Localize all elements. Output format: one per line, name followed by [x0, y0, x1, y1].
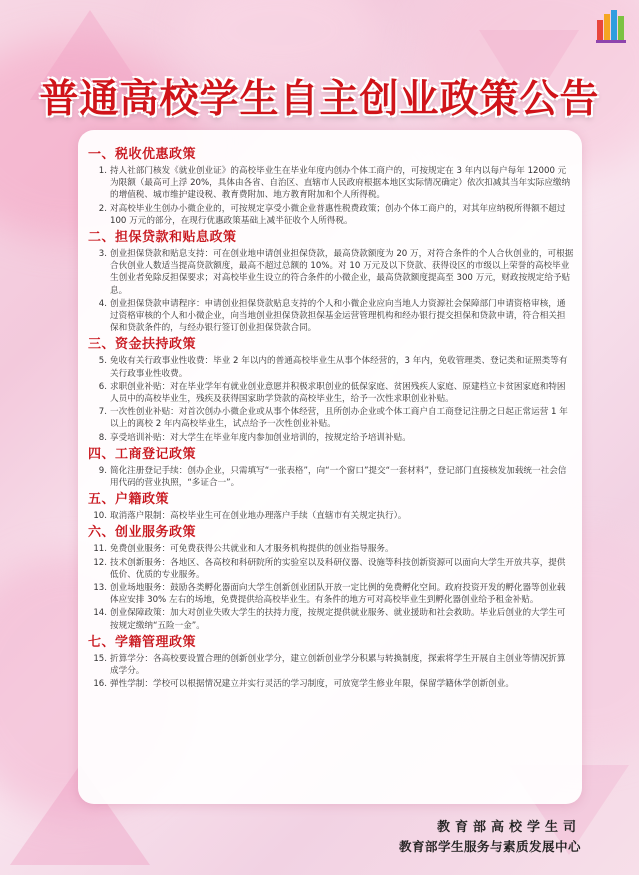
policy-item	[88, 203, 574, 227]
item-text: 技术创新服务：各地区、各高校和科研院所的实验室以及科研仪器、设施等科技创新资源可以面向大学生开放共享，提供低价、优质的专业服务。	[110, 557, 566, 580]
policy-section	[88, 229, 574, 334]
item-number: 3.	[98, 249, 107, 260]
item-text: 一次性创业补贴：对首次创办小微企业或从事个体经营，且所创办企业或个体工商户自工商登记注册之日起正常运营 1 年以上的离校 2 年内高校毕业生，试点给予一次性创业补贴。	[110, 407, 568, 430]
policy-item	[88, 582, 574, 606]
item-text: 免收有关行政事业性收费：毕业 2 年以内的普通高校毕业生从事个体经营的，3 年内，免收管理类、登记类和证照类等有关行政事业性收费。	[110, 356, 568, 379]
item-number: 16.	[93, 679, 107, 690]
item-text: 折算学分：各高校要设置合理的创新创业学分，建立创新创业学分积累与转换制度，探索将学生开展自主创业等情况折算成学分。	[110, 653, 566, 677]
policy-item	[88, 465, 574, 489]
item-number: 5.	[98, 356, 107, 367]
page-title: 普通高校学生自主创业政策公告	[39, 77, 600, 122]
item-text: 取消落户限制：高校毕业生可在创业地办理落户手续（直辖市有关规定执行）。	[110, 511, 407, 522]
policy-item	[88, 248, 574, 297]
policy-item	[88, 653, 574, 677]
item-text: 创业担保贷款和贴息支持：可在创业地申请创业担保贷款，最高贷款额度为 20 万，对符合条件的个人合伙创业的，可根据合伙创业人数适当提高贷款额度，最高不超过总额的 10%。对 10 万元及以下贷款、获得设区的市级以上荣誉的高校毕业生创业者免除反担保要求；对高校毕业生设立的符合条件的小微企业，最高贷款额度提高至 300 万元，财政按规定给予贴息。	[110, 249, 574, 296]
policy-content	[88, 144, 574, 693]
policy-section	[88, 524, 574, 631]
footer-line-1: 教育部高校学生司	[436, 820, 581, 835]
policy-item	[88, 165, 574, 202]
policy-item	[88, 355, 574, 379]
item-text: 创业保障政策：加大对创业失败大学生的扶持力度，按规定提供就业服务、就业援助和社会救助。毕业后创业的大学生可按规定缴纳“五险一金”。	[110, 608, 566, 631]
policy-item	[88, 298, 574, 335]
policy-section	[88, 336, 574, 443]
item-text: 简化注册登记手续：创办企业，只需填写“一张表格”，向“一个窗口”提交“一套材料”，登记部门直接核发加载统一社会信用代码的营业执照，“多证合一”。	[110, 465, 567, 489]
item-number: 8.	[98, 432, 107, 443]
item-number: 15.	[93, 653, 107, 664]
footer-line-2: 教育部学生服务与素质发展中心	[398, 839, 581, 854]
item-text: 求职创业补贴：对在毕业学年有就业创业意愿并积极求职创业的低保家庭、贫困残疾人家庭、原建档立卡贫困家庭和特困人员中的高校毕业生，残疾及获得国家助学贷款的高校毕业生，给予一次性求职创业补贴。	[110, 381, 566, 405]
item-text: 创业场地服务：鼓励各类孵化器面向大学生创新创业团队开放一定比例的免费孵化空间。政府投资开发的孵化器等创业载体应安排 30% 左右的场地，免费提供给高校毕业生。有条件的地方可对高校毕业生到孵化器创业给予租金补贴。	[110, 583, 566, 606]
item-text: 弹性学制：学校可以根据情况建立并实行灵活的学习制度，可放宽学生修业年限，保留学籍休学创新创业。	[110, 679, 514, 690]
footer-signature	[399, 818, 581, 856]
policy-section	[88, 446, 574, 489]
item-number: 13.	[93, 583, 107, 594]
section-title: 六、创业服务政策	[88, 525, 197, 541]
item-text: 免费创业服务：可免费获得公共就业和人才服务机构提供的创业指导服务。	[110, 544, 394, 555]
item-number: 12.	[93, 557, 107, 568]
policy-item	[88, 432, 574, 444]
policy-section	[88, 146, 574, 227]
section-title: 五、户籍政策	[88, 492, 170, 508]
policy-item	[88, 543, 574, 555]
policy-item	[88, 381, 574, 405]
item-number: 10.	[93, 511, 107, 522]
item-text: 持人社部门核发《就业创业证》的高校毕业生在毕业年度内创办个体工商户的，可按规定在 3 年内以每户每年 12000 元为限额（最高可上浮 20%，具体由各省、自治区、直辖市人民政府根据本地区实际情况确定）依次扣减其当年实际应缴纳的增值税、城市维护建设税、教育费附加、地方教育附加和个人所得税。	[110, 166, 571, 201]
policy-section	[88, 634, 574, 691]
policy-item	[88, 510, 574, 522]
item-number: 11.	[93, 544, 107, 555]
item-text: 创业担保贷款申请程序：申请创业担保贷款贴息支持的个人和小微企业应向当地人力资源社会保障部门申请资格审核，通过资格审核的个人和小微企业，向当地创业担保贷款担保基金运营管理机构和经办银行提交担保和贷款申请，符合相关担保和贷款条件的，与经办银行签订创业担保贷款合同。	[110, 298, 566, 334]
policy-item	[88, 607, 574, 631]
section-title: 一、税收优惠政策	[88, 147, 197, 162]
colorful-building-logo-icon	[595, 6, 629, 46]
item-text: 对高校毕业生创办小微企业的，可按规定享受小微企业普惠性税费政策；创办个体工商户的，对其年应纳税所得额不超过 100 万元的部分，在现行优惠政策基础上减半征收个人所得税。	[110, 203, 566, 226]
item-number: 2.	[98, 203, 107, 214]
item-text: 享受培训补贴：对大学生在毕业年度内参加创业培训的，按规定给予培训补贴。	[110, 432, 411, 443]
section-title: 四、工商登记政策	[88, 446, 197, 462]
item-number: 1.	[98, 166, 107, 176]
section-title: 七、学籍管理政策	[88, 634, 197, 650]
item-number: 9.	[98, 465, 107, 476]
item-number: 14.	[93, 608, 107, 619]
item-number: 6.	[98, 381, 107, 392]
policy-item	[88, 678, 574, 690]
policy-section	[88, 491, 574, 522]
policy-item	[88, 406, 574, 430]
policy-item	[88, 557, 574, 581]
section-title: 二、担保贷款和贴息政策	[88, 230, 237, 246]
item-number: 7.	[98, 407, 107, 418]
section-title: 三、资金扶持政策	[88, 337, 197, 353]
item-number: 4.	[98, 298, 107, 309]
